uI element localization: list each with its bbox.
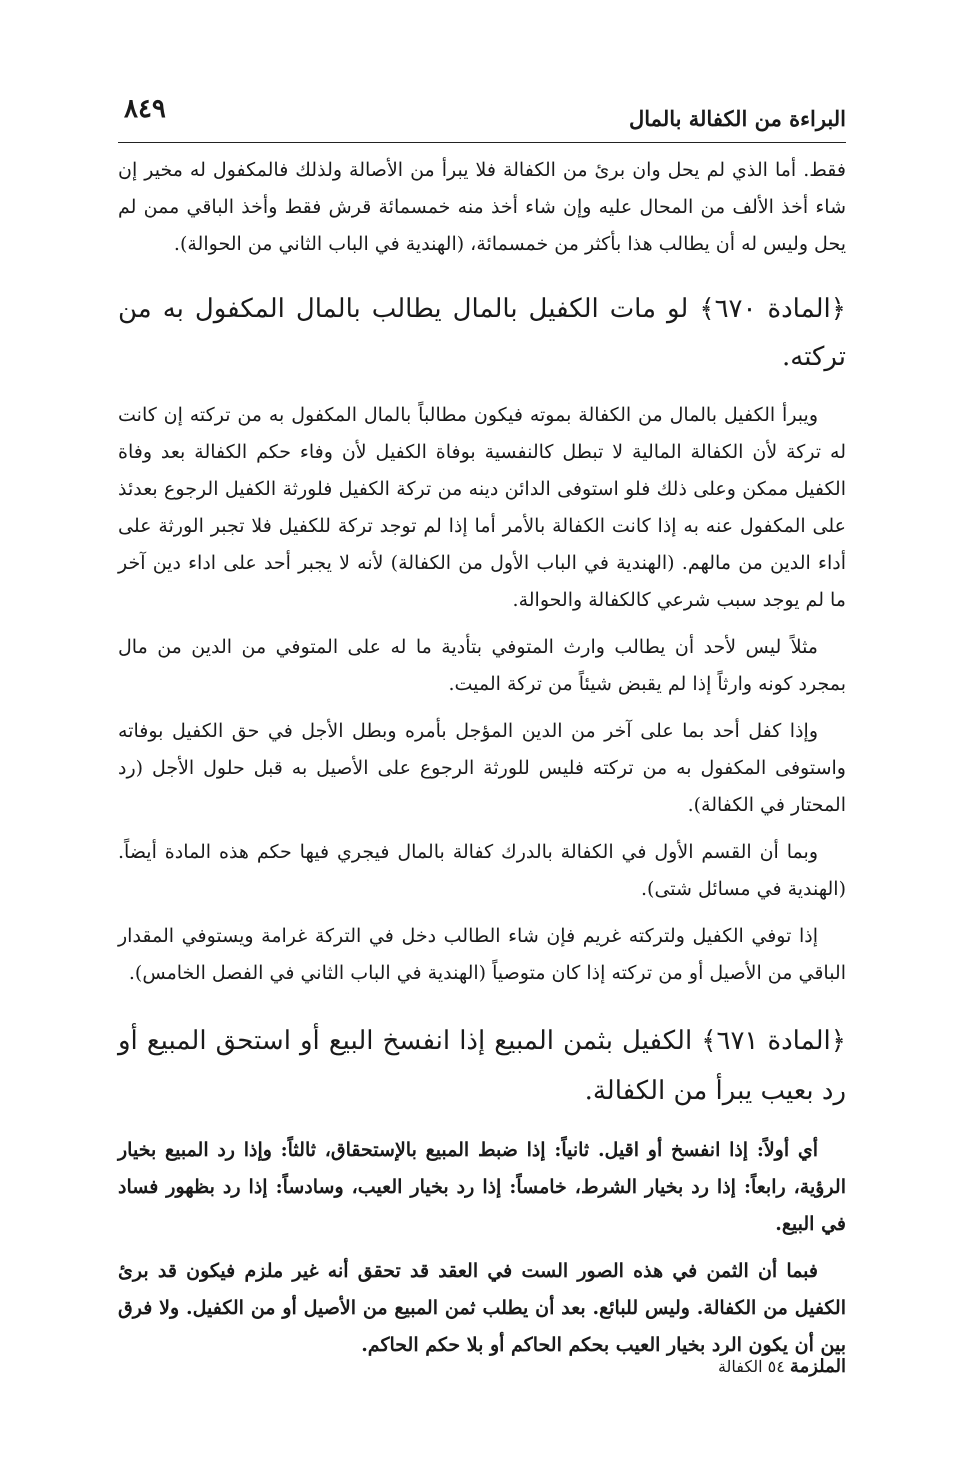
- article-670-heading: ﴿المادة ٦٧٠﴾ لو مات الكفيل بالمال يطالب بالمال المكفول به من تركته.: [118, 294, 846, 372]
- paragraph-continuation: فقط. أما الذي لم يحل وان برئ من الكفالة فلا يبرأ من الأصالة ولذلك فالمكفول له مخير إن شاء أخذ الألف من المحال عليه وإن شاء أخذ منه خمسمائة قرش فقط وأخذ الباقي ممن لم يحل وليس له أن يطالب هذا بأكثر من خمسمائة، (الهندية في الباب الثاني من الحوالة).: [118, 159, 846, 255]
- signature-number: ٥٤: [767, 1357, 785, 1376]
- page-content: [118, 152, 846, 1374]
- paragraph-article-670-explanation: ويبرأ الكفيل بالمال من الكفالة بموته فيكون مطالباً بالمال المكفول به من تركته إن كانت له تركة لأن الكفالة المالية لا تبطل كالنفسية بوفاة الكفيل لأن وفاء حكم الكفالة بعد وفاة الكفيل ممكن وعلى ذلك فلو استوفى الدائن دينه من تركة الكفيل فلورثة الكفيل الرجوع بعدئذ على المكفول عنه به إذا كانت الكفالة بالأمر أما إذا لم توجد تركة للكفيل فلا تجبر الورثة على أداء الدين من مالهم. (الهندية في الباب الأول من الكفالة) لأنه لا يجبر أحد على اداء دين آخر ما لم يوجد سبب شرعي كالكفالة والحوالة.: [118, 404, 846, 611]
- paragraph-example: مثلاً ليس لأحد أن يطالب وارث المتوفي بتأدية ما له على المتوفي من الدين من مال بمجرد كونه وارثاً إذا لم يقبض شيئاً من تركة الميت.: [118, 636, 846, 695]
- paragraph-conclusion: فبما أن الثمن في هذه الصور الست في العقد قد تحقق أنه غير ملزم فيكون قد برئ الكفيل من الكفالة. وليس للبائع. بعد أن يطلب ثمن المبيع من الأصيل أو من الكفيل. ولا فرق بين أن يكون الرد بخيار العيب بحكم الحاكم أو بلا حكم الحاكم.: [118, 1260, 846, 1356]
- page-header: [118, 94, 846, 142]
- paragraph-six-cases: أي أولاً: إذا انفسخ أو اقيل. ثانياً: إذا ضبط المبيع بالإستحقاق، ثالثاً: وإذا رد المبيع بخيار الرؤية، رابعاً: إذا رد بخيار الشرط، خامساً: إذا رد بخيار العيب، وسادساً: إذا رد بظهور فساد في البيع.: [118, 1139, 846, 1235]
- paragraph-creditor: إذا توفي الكفيل ولتركته غريم فإن شاء الطالب دخل في التركة غرامة ويستوفي المقدار الباقي من الأصيل أو من تركته إذا كان متوصياً (الهندية في الباب الثاني في الفصل الخامس).: [118, 925, 846, 984]
- paragraph-deferred-debt: وإذا كفل أحد بما على آخر من الدين المؤجل بأمره وبطل الأجل في حق الكفيل بوفاته واستوفى المكفول به من تركته فليس للورثة الرجوع على الأصيل به قبل حلول الأجل (رد المحتار في الكفالة).: [118, 720, 846, 816]
- paragraph-darak-guarantee: وبما أن القسم الأول في الكفالة بالدرك كفالة بالمال فيجري فيها حكم هذه المادة أيضاً. (الهندية في مسائل شتى).: [118, 841, 846, 900]
- running-title: البراءة من الكفالة بالمال: [629, 106, 846, 131]
- article-671-heading: ﴿المادة ٦٧١﴾ الكفيل بثمن المبيع إذا انفسخ البيع أو استحق المبيع أو رد بعيب يبرأ من الكفالة.: [118, 1026, 846, 1106]
- signature-section: الكفالة: [717, 1357, 763, 1376]
- signature-label: الملزمة: [789, 1356, 846, 1377]
- page-footer: [718, 1356, 846, 1377]
- header-rule: [118, 142, 846, 143]
- page-number: ٨٤٩: [124, 94, 166, 124]
